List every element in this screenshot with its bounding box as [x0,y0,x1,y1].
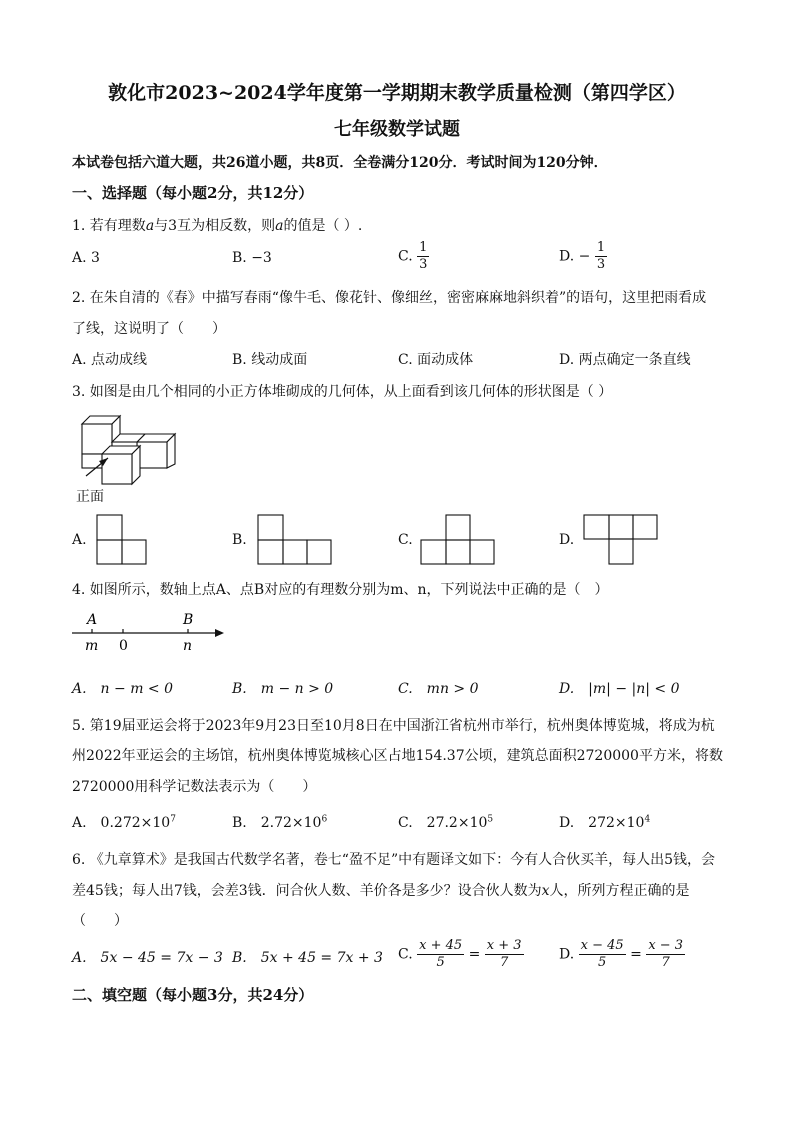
q3-option-c-figure[interactable] [420,514,498,566]
q2-option-d[interactable]: D. 两点确定一条直线 [559,352,691,368]
q4-option-c[interactable]: C. mn > 0 [398,681,479,697]
q3-stem: 3. 如图是由几个相同的小正方体堆砌成的几何体，从上面看到该几何体的形状图是（ ） [72,384,613,400]
zero-label: 0 [119,638,128,654]
fraction: $\frac{1}{3}$ [419,240,428,272]
exam-title: 敦化市2023~2024学年度第一学期期末教学质量检测（第四学区） [108,82,686,104]
q3-front-label: 正面 [76,489,104,505]
q2-option-c[interactable]: C. 面动成体 [398,352,474,368]
q1-option-c[interactable]: C. $\frac{1}{3}$ [398,240,428,272]
q5-stem-line1: 5. 第19届亚运会将于2023年9月23日至10月8日在中国浙江省杭州市举行，杭州奥体博览城，将成为杭 [72,718,715,734]
q6-option-c[interactable]: C. $\frac{x + 45}{5}$ = $\frac{x + 3}{7}$ [398,938,522,970]
fraction: $\frac{x + 45}{5}$ [419,938,463,970]
fraction: $\frac{1}{3}$ [596,240,606,272]
fraction: $\frac{x + 3}{7}$ [486,938,522,970]
q6-option-a[interactable]: A. 5x − 45 = 7x − 3 [72,950,223,966]
q3-option-d-label[interactable]: D. [559,532,575,548]
point-a-label: A [87,612,98,628]
fraction: $\frac{x - 3}{7}$ [648,938,684,970]
q2-stem-line2: 了线，这说明了（ ） [72,321,226,337]
n-label: n [183,638,193,654]
q3-option-b-figure[interactable] [257,514,335,566]
q1-option-b[interactable]: B. −3 [232,250,272,266]
q2-stem-line1: 2. 在朱自清的《春》中描写春雨“像牛毛、像花针、像细丝，密密麻麻地斜织着”的语句，这里把雨看成 [72,290,707,306]
q6-option-b[interactable]: B. 5x + 45 = 7x + 3 [232,950,383,966]
q2-option-a[interactable]: A. 点动成线 [72,352,148,368]
q6-stem-line2: 差45钱；每人出7钱，会差3钱．问合伙人数、羊价各是多少？设合伙人数为x人，所列方程正确的是 [72,883,690,899]
q5-stem-line2: 州2022年亚运会的主场馆，杭州奥体博览城核心区占地154.37公顷，建筑总面积2720000平方米，将数 [72,748,723,764]
q6-option-d[interactable]: D. $\frac{x - 45}{5}$ = $\frac{x - 3}{7}$ [559,938,684,970]
q3-option-a-figure[interactable] [96,514,148,566]
q5-option-a[interactable]: A. $0.272\times 10^7$ [72,814,176,831]
q5-stem-line3: 2720000用科学记数法表示为（ ） [72,779,317,795]
q2-option-b[interactable]: B. 线动成面 [232,352,308,368]
q6-stem-line3: （ ） [72,913,128,929]
q4-number-line [68,608,230,658]
q1-option-d[interactable]: D. − $\frac{1}{3}$ [559,240,606,272]
section-2-heading: 二、填空题（每小题3分，共24分） [72,986,314,1004]
q5-option-d[interactable]: D. $272\times 10^4$ [559,814,651,831]
q3-option-a-label[interactable]: A. [72,532,87,548]
q4-option-b[interactable]: B. m − n > 0 [232,681,334,697]
point-b-label: B [183,612,194,628]
q4-stem: 4. 如图所示，数轴上点A、点B对应的有理数分别为m、n，下列说法中正确的是（ ） [72,582,609,598]
q4-option-d[interactable]: D. |m| − |n| < 0 [559,681,680,697]
q6-stem-line1: 6. 《九章算术》是我国古代数学名著，卷七“盈不足”中有题译文如下：今有人合伙买羊，每人出5钱，会 [72,852,716,868]
q5-option-b[interactable]: B. $2.72\times 10^6$ [232,814,328,831]
q1-option-a[interactable]: A. 3 [72,250,100,266]
q4-option-a[interactable]: A. n − m < 0 [72,681,174,697]
section-1-heading: 一、选择题（每小题2分，共12分） [72,184,314,202]
q3-option-d-figure[interactable] [583,514,661,566]
q3-option-c-label[interactable]: C. [398,532,413,548]
q3-option-b-label[interactable]: B. [232,532,247,548]
fraction: $\frac{x - 45}{5}$ [580,938,624,970]
exam-subtitle: 七年级数学试题 [334,119,460,140]
exam-intro: 本试卷包括六道大题，共26道小题，共8页．全卷满分120分．考试时间为120分钟． [72,155,608,171]
q1-stem: 1. 若有理数a与3互为相反数，则a的值是（ ）. [72,218,363,234]
q5-option-c[interactable]: C. $27.2\times 10^5$ [398,814,494,831]
m-label: m [85,638,99,654]
